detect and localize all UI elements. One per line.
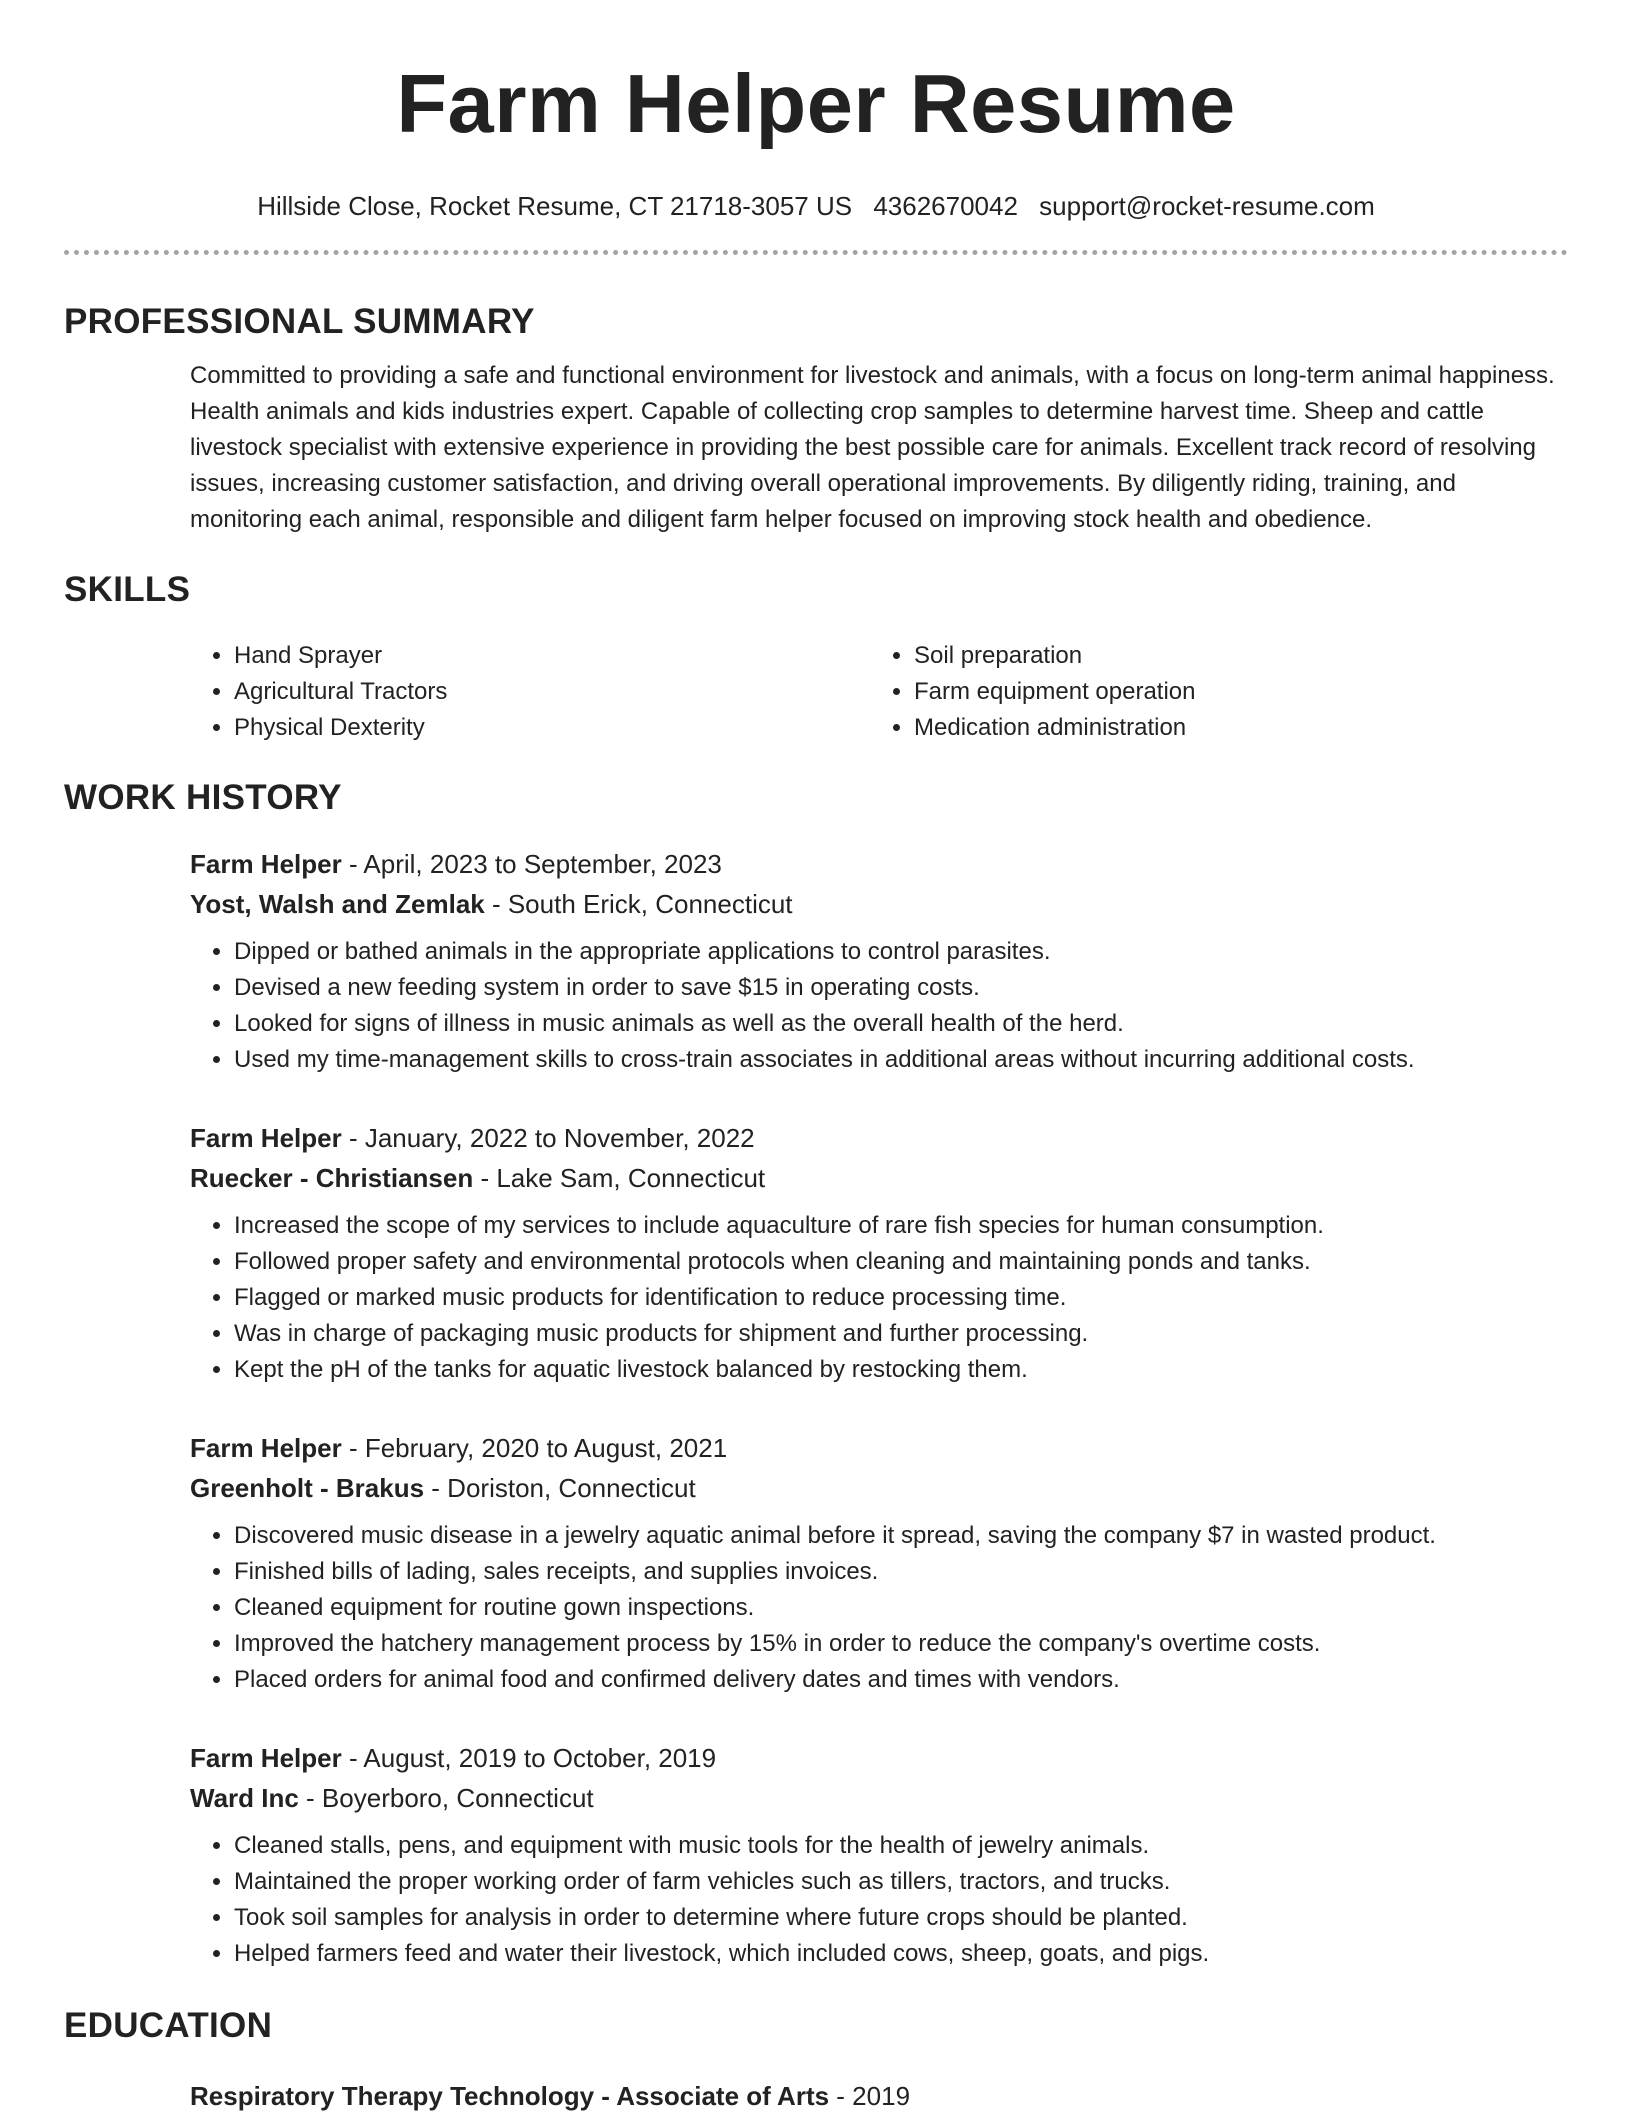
education-entry bbox=[190, 2076, 1560, 2116]
job-duties-list bbox=[190, 1208, 1560, 1388]
work-history-body bbox=[190, 844, 1560, 1972]
job-dates: - February, 2020 to August, 2021 bbox=[341, 1433, 728, 1463]
job-location: - Doriston, Connecticut bbox=[424, 1473, 696, 1503]
job-duty: • Discovered music disease in a jewelry aquatic animal before it spread, saving the company $7 in wasted product. bbox=[234, 1518, 1560, 1554]
header-divider bbox=[64, 250, 1568, 255]
skills-section bbox=[64, 566, 1568, 746]
job-company-line bbox=[190, 1778, 1560, 1818]
work-history-section bbox=[64, 774, 1568, 1972]
contact-line bbox=[0, 190, 1632, 222]
page-title: Farm Helper Resume bbox=[396, 57, 1236, 150]
job-title-line bbox=[190, 1118, 1560, 1158]
job-title: Farm Helper bbox=[190, 1433, 342, 1463]
job-duty: • Maintained the proper working order of farm vehicles such as tillers, tractors, and trucks. bbox=[234, 1864, 1560, 1900]
skill-item: • Medication administration bbox=[914, 710, 1550, 746]
skills-list bbox=[190, 638, 870, 746]
job-company-line bbox=[190, 1158, 1560, 1198]
job-title: Farm Helper bbox=[190, 849, 342, 879]
job-duty: • Was in charge of packaging music products for shipment and further processing. bbox=[234, 1316, 1560, 1352]
job-company-line bbox=[190, 884, 1560, 924]
job-duties-list bbox=[190, 1828, 1560, 1972]
job-duty: • Dipped or bathed animals in the appropriate applications to control parasites. bbox=[234, 934, 1560, 970]
skills-grid bbox=[190, 638, 1560, 746]
skill-item: • Farm equipment operation bbox=[914, 674, 1550, 710]
job-entry bbox=[190, 1118, 1560, 1388]
skills-list bbox=[870, 638, 1550, 746]
skills-column-right bbox=[870, 638, 1550, 746]
job-title-line bbox=[190, 1428, 1560, 1468]
section-heading: WORK HISTORY bbox=[64, 778, 342, 817]
job-duty: • Cleaned stalls, pens, and equipment with music tools for the health of jewelry animals. bbox=[234, 1828, 1560, 1864]
job-entry bbox=[190, 1738, 1560, 1972]
job-dates: - August, 2019 to October, 2019 bbox=[341, 1743, 717, 1773]
job-duty: • Increased the scope of my services to include aquaculture of rare fish species for human consumption. bbox=[234, 1208, 1560, 1244]
job-duty: • Helped farmers feed and water their livestock, which included cows, sheep, goats, and pigs. bbox=[234, 1936, 1560, 1972]
education-body bbox=[190, 2076, 1560, 2116]
job-duty: • Followed proper safety and environmental protocols when cleaning and maintaining ponds and tanks. bbox=[234, 1244, 1560, 1280]
skill-item: • Soil preparation bbox=[914, 638, 1550, 674]
summary-text: Committed to providing a safe and functional environment for livestock and animals, with a focus on long-term animal happiness. Health animals and kids industries expert. Capable of collecting crop samples to determine harvest time. Sheep and cattle livestock specialist with extensive experience in providing the best possible care for animals. Excellent track record of resolving issues, increasing customer satisfaction, and driving overall operational improvements. By diligently riding, training, and monitoring each animal, responsible and diligent farm helper focused on improving stock health and obedience. bbox=[190, 362, 1555, 533]
job-company-line bbox=[190, 1468, 1560, 1508]
skill-item: • Hand Sprayer bbox=[234, 638, 870, 674]
contact-email: support@rocket-resume.com bbox=[1039, 191, 1375, 221]
professional-summary-section bbox=[64, 298, 1568, 538]
job-company: Ward Inc bbox=[190, 1783, 299, 1813]
job-duty: • Devised a new feeding system in order to save $15 in operating costs. bbox=[234, 970, 1560, 1006]
education-program: Respiratory Therapy Technology - Associate of Arts bbox=[190, 2081, 830, 2111]
job-location: - South Erick, Connecticut bbox=[484, 889, 793, 919]
section-heading: PROFESSIONAL SUMMARY bbox=[64, 302, 535, 341]
job-entry bbox=[190, 844, 1560, 1078]
skills-column-left bbox=[190, 638, 870, 746]
job-duty: • Placed orders for animal food and confirmed delivery dates and times with vendors. bbox=[234, 1662, 1560, 1698]
job-duties-list bbox=[190, 934, 1560, 1078]
resume-content bbox=[64, 298, 1568, 2116]
job-duty: • Finished bills of lading, sales receipts, and supplies invoices. bbox=[234, 1554, 1560, 1590]
section-heading: EDUCATION bbox=[64, 2006, 273, 2045]
education-section bbox=[64, 2002, 1568, 2116]
job-title: Farm Helper bbox=[190, 1743, 342, 1773]
summary-body bbox=[190, 358, 1560, 538]
job-location: - Lake Sam, Connecticut bbox=[473, 1163, 766, 1193]
resume-header bbox=[0, 56, 1632, 222]
job-title-line bbox=[190, 1738, 1560, 1778]
job-dates: - April, 2023 to September, 2023 bbox=[341, 849, 722, 879]
education-year: - 2019 bbox=[829, 2081, 911, 2111]
skill-item: • Agricultural Tractors bbox=[234, 674, 870, 710]
job-duty: • Kept the pH of the tanks for aquatic livestock balanced by restocking them. bbox=[234, 1352, 1560, 1388]
job-duty: • Used my time-management skills to cross-train associates in additional areas without incurring additional costs. bbox=[234, 1042, 1560, 1078]
skill-item: • Physical Dexterity bbox=[234, 710, 870, 746]
job-title: Farm Helper bbox=[190, 1123, 342, 1153]
job-company: Ruecker - Christiansen bbox=[190, 1163, 474, 1193]
job-company: Yost, Walsh and Zemlak bbox=[190, 889, 485, 919]
job-title-line bbox=[190, 844, 1560, 884]
section-heading: SKILLS bbox=[64, 570, 191, 609]
contact-phone: 4362670042 bbox=[873, 191, 1018, 221]
job-duty: • Looked for signs of illness in music animals as well as the overall health of the herd. bbox=[234, 1006, 1560, 1042]
job-duties-list bbox=[190, 1518, 1560, 1698]
job-company: Greenholt - Brakus bbox=[190, 1473, 425, 1503]
contact-address: Hillside Close, Rocket Resume, CT 21718-3057 US bbox=[257, 191, 853, 221]
job-duty: • Flagged or marked music products for identification to reduce processing time. bbox=[234, 1280, 1560, 1316]
job-dates: - January, 2022 to November, 2022 bbox=[341, 1123, 755, 1153]
job-duty: • Cleaned equipment for routine gown inspections. bbox=[234, 1590, 1560, 1626]
job-duty: • Took soil samples for analysis in order to determine where future crops should be planted. bbox=[234, 1900, 1560, 1936]
job-location: - Boyerboro, Connecticut bbox=[298, 1783, 594, 1813]
job-entry bbox=[190, 1428, 1560, 1698]
job-duty: • Improved the hatchery management process by 15% in order to reduce the company's overtime costs. bbox=[234, 1626, 1560, 1662]
